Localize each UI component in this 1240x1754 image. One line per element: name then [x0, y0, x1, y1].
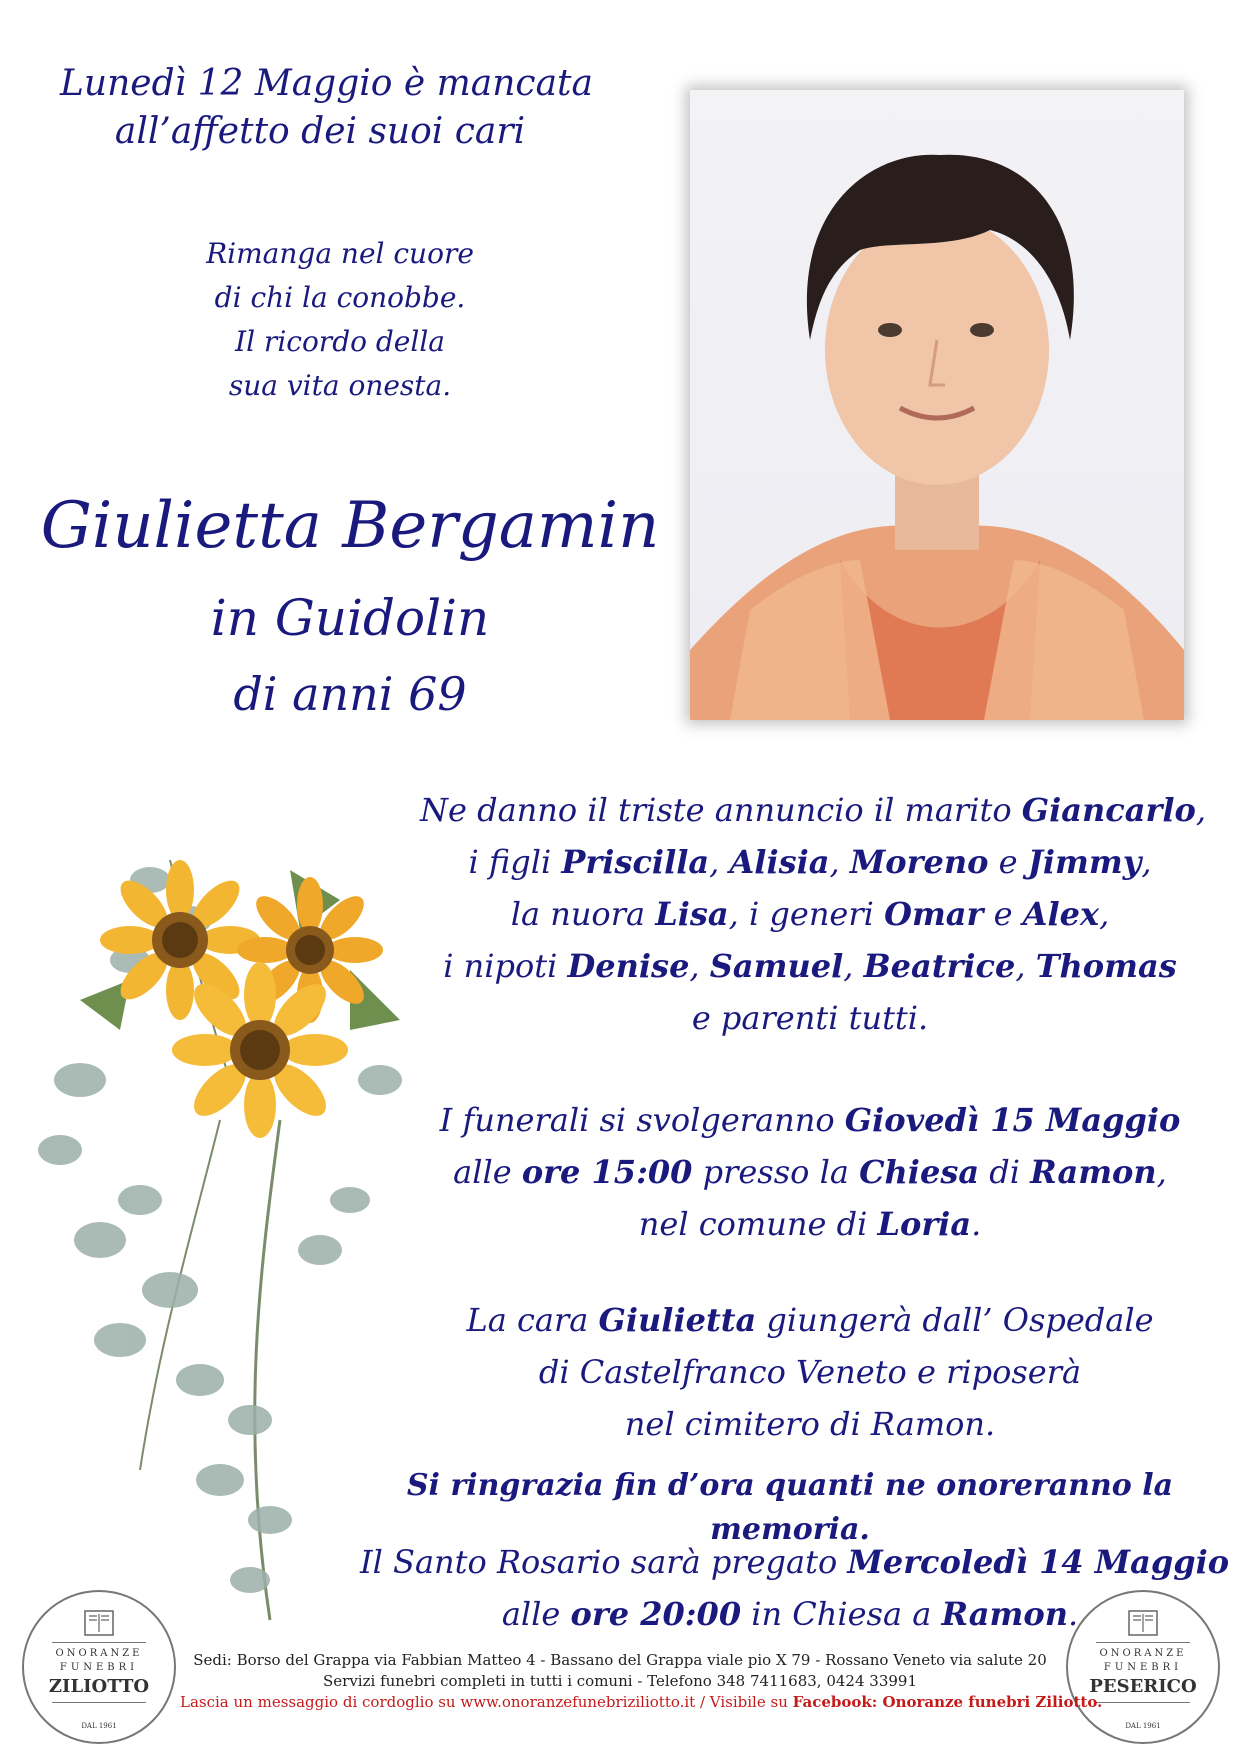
funeral-line-1: I funerali si svolgeranno Giovedì 15 Maggio: [439, 1101, 1181, 1139]
arrival-info: [420, 1294, 1200, 1450]
intro-line-2: all’affetto dei suoi cari: [114, 111, 526, 152]
deceased-age: di anni 69: [233, 667, 467, 721]
logo-peserico: [1066, 1590, 1224, 1748]
quote-line-2: di chi la conobbe.: [214, 281, 466, 314]
portrait-illustration: [690, 90, 1184, 720]
logo-left-since: DAL 1961: [81, 1722, 117, 1730]
arrival-line-2: di Castelfranco Veneto e riposerà: [538, 1353, 1082, 1391]
facebook-link[interactable]: Facebook: Onoranze funebri Ziliotto.: [792, 1693, 1103, 1711]
arrival-line-3: nel cimitero di Ramon.: [624, 1405, 996, 1443]
footer-services: Servizi funebri completi in tutti i comuni - Telefono 348 7411683, 0424 33991: [323, 1672, 917, 1690]
thanks-text: Si ringrazia fin d’ora quanti ne onoreranno la memoria.: [406, 1468, 1174, 1547]
rosary-line-1: Il Santo Rosario sarà pregato Mercoledì 14 Maggio: [360, 1543, 1230, 1581]
rosary-line-2: alle ore 20:00 in Chiesa a Ramon.: [501, 1595, 1079, 1633]
married-name: in Guidolin: [210, 589, 490, 647]
book-icon: [1128, 1610, 1158, 1636]
logo-right-mid: FUNEBRI: [1103, 1662, 1183, 1673]
portrait-photo: [690, 90, 1184, 720]
logo-left-top: ONORANZE: [55, 1648, 143, 1659]
announce-line-4: i nipoti Denise, Samuel, Beatrice, Thomas: [443, 947, 1177, 985]
logo-right-name: PESERICO: [1089, 1676, 1197, 1697]
quote-line-4: sua vita onesta.: [228, 369, 452, 402]
intro-line-1: Lunedì 12 Maggio è mancata: [60, 63, 593, 104]
announce-line-2: i figli Priscilla, Alisia, Moreno e Jimmy,: [468, 843, 1152, 881]
deceased-name: Giulietta Bergamin: [40, 489, 660, 563]
funeral-line-2: alle ore 15:00 presso la Chiesa di Ramon,: [453, 1153, 1167, 1191]
footer-message: Lascia un messaggio di cordoglio su www.onoranzefunebriziliotto.it / Visibile su Facebook: Onoranze funebri Ziliotto.: [180, 1693, 1103, 1711]
quote-line-1: Rimanga nel cuore: [206, 237, 474, 270]
logo-left-mid: FUNEBRI: [59, 1662, 139, 1673]
book-icon: [84, 1610, 114, 1636]
intro-text: [60, 60, 593, 156]
logo-ziliotto: [22, 1590, 180, 1748]
announce-line-5: e parenti tutti.: [691, 999, 929, 1037]
funeral-line-3: nel comune di Loria.: [638, 1205, 982, 1243]
funeral-info: [420, 1094, 1200, 1250]
memorial-quote: [160, 232, 520, 408]
footer: [180, 1650, 1103, 1713]
announce-line-3: la nuora Lisa, i generi Omar e Alex,: [510, 895, 1110, 933]
quote-line-3: Il ricordo della: [235, 325, 445, 358]
arrival-line-1: La cara Giulietta giungerà dall’ Ospedale: [466, 1301, 1154, 1339]
logo-right-top: ONORANZE: [1099, 1648, 1187, 1659]
logo-right-since: DAL 1961: [1125, 1722, 1161, 1730]
logo-left-name: ZILIOTTO: [48, 1676, 150, 1697]
footer-sedi: Sedi: Borso del Grappa via Fabbian Matteo 4 - Bassano del Grappa viale pio X 79 - Rossano Veneto via salute 20: [193, 1651, 1047, 1669]
family-announcement: [420, 784, 1206, 1044]
announce-line-1: Ne danno il triste annuncio il marito Giancarlo,: [420, 791, 1206, 829]
